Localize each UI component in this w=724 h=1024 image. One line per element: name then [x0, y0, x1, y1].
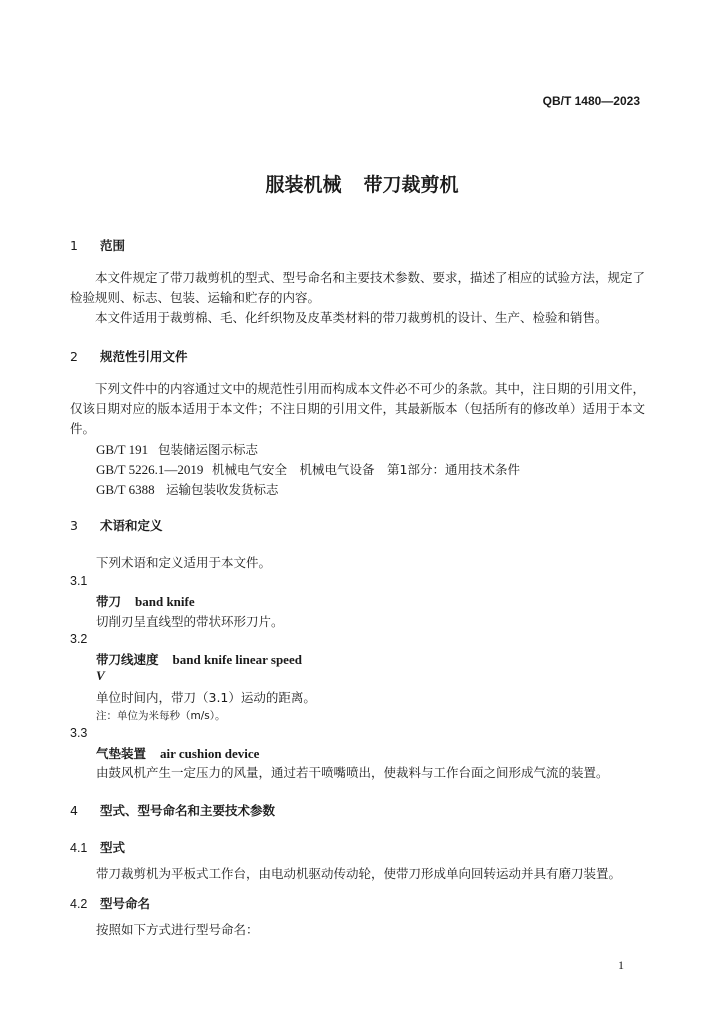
term-en: air cushion device — [160, 746, 260, 761]
section-title: 规范性引用文件 — [100, 349, 188, 364]
subsection-4-2-heading — [70, 894, 150, 912]
section-2-heading — [70, 347, 188, 365]
section-1-paragraph-2: 本文件适用于裁剪棉、毛、化纤织物及皮革类材料的带刀裁剪机的设计、生产、检验和销售。 — [95, 310, 608, 325]
section-number: 2 — [70, 349, 78, 364]
title-part-2: 带刀裁剪机 — [363, 174, 459, 196]
reference-item — [96, 440, 258, 458]
section-1-paragraph-1: 本文件规定了带刀裁剪机的型式、型号命名和主要技术参数、要求，描述了相应的试验方法，规定了检验规则、标志、包装、运输和贮存的内容。 — [70, 270, 646, 305]
reference-code: GB/T 191 — [96, 442, 149, 457]
section-title: 范围 — [100, 238, 126, 253]
term-title — [96, 744, 259, 762]
section-3-intro: 下列术语和定义适用于本文件。 — [96, 555, 272, 570]
section-4-heading — [70, 801, 275, 819]
section-number: 3 — [70, 518, 78, 533]
section-number: 4 — [70, 803, 78, 818]
subsection-title: 型式 — [100, 840, 126, 855]
term-number: 3.1 — [70, 574, 88, 588]
term-definition: 由鼓风机产生一定压力的风量，通过若干喷嘴喷出，使裁料与工作台面之间形成气流的装置。 — [96, 765, 609, 780]
document-title — [0, 170, 724, 197]
section-3-heading — [70, 516, 163, 534]
reference-title: 机械电气安全 机械电气设备 第1部分：通用技术条件 — [212, 462, 520, 477]
subsection-4-2-text: 按照如下方式进行型号命名： — [96, 922, 259, 937]
reference-title: 包装储运图示标志 — [158, 442, 259, 457]
term-en: band knife linear speed — [172, 652, 302, 667]
section-2-paragraph: 下列文件中的内容通过文中的规范性引用而构成本文件必不可少的条款。其中，注日期的引用文件，仅该日期对应的版本适用于本文件；不注日期的引用文件，其最新版本（包括所有的修改单）适用于本文件。 — [70, 381, 646, 436]
page-number: 1 — [618, 958, 624, 972]
section-title: 型式、型号命名和主要技术参数 — [100, 803, 276, 818]
term-en: band knife — [135, 594, 195, 609]
subsection-title: 型号命名 — [100, 896, 151, 911]
subsection-4-1-heading — [70, 838, 125, 856]
subsection-number: 4.2 — [70, 897, 88, 911]
term-number: 3.3 — [70, 726, 88, 740]
term-zh: 气垫装置 — [96, 746, 147, 761]
term-number: 3.2 — [70, 632, 88, 646]
reference-item — [96, 460, 520, 478]
term-title — [96, 650, 302, 668]
section-1-heading — [70, 236, 125, 254]
standard-code: QB/T 1480—2023 — [542, 94, 640, 108]
term-definition: 单位时间内，带刀（3.1）运动的距离。 — [96, 690, 316, 705]
term-definition: 切削刃呈直线型的带状环形刀片。 — [96, 614, 284, 629]
title-part-1: 服装机械 — [265, 174, 342, 196]
term-zh: 带刀 — [96, 594, 122, 609]
term-symbol: V — [96, 668, 105, 683]
term-note: 注：单位为米每秒（m/s）。 — [96, 710, 226, 722]
reference-title: 运输包装收发货标志 — [166, 482, 279, 497]
section-title: 术语和定义 — [100, 518, 163, 533]
subsection-number: 4.1 — [70, 841, 88, 855]
reference-item — [96, 480, 279, 498]
term-title — [96, 592, 195, 610]
subsection-4-1-text: 带刀裁剪机为平板式工作台，由电动机驱动传动轮，使带刀形成单向回转运动并具有磨刀装置。 — [96, 866, 622, 881]
section-number: 1 — [70, 238, 78, 253]
reference-code: GB/T 6388 — [96, 482, 155, 497]
reference-code: GB/T 5226.1—2019 — [96, 462, 204, 477]
term-zh: 带刀线速度 — [96, 652, 159, 667]
